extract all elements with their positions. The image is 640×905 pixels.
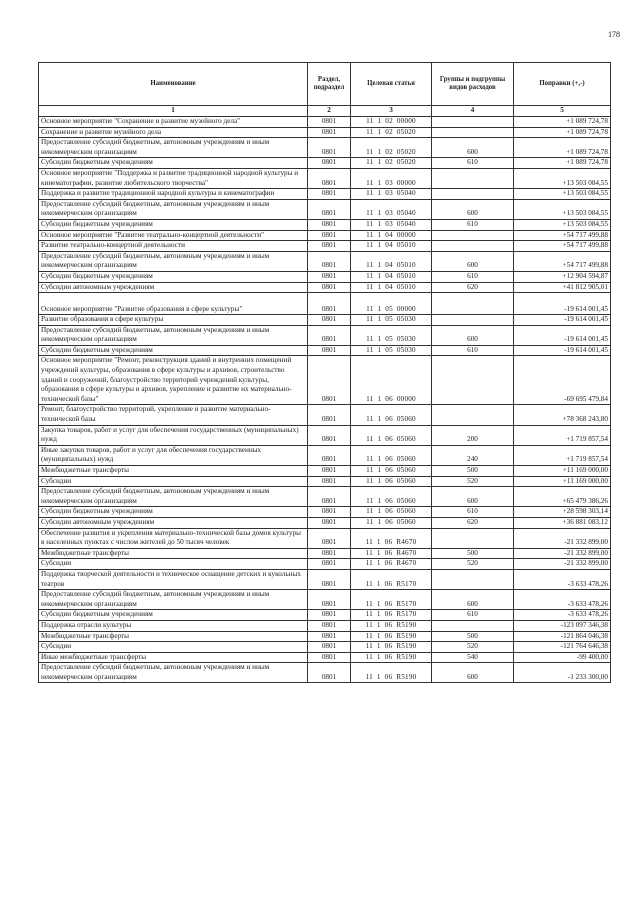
row-section: 0801 <box>308 548 351 559</box>
row-target: 11 1 06 R5170 <box>351 610 432 621</box>
row-name: Обеспечение развития и укрепления материально-технической базы домов культуры в населенных пунктах с числом жителей до 50 тысяч человек <box>39 528 308 548</box>
row-group: 240 <box>432 445 514 465</box>
row-amount: +1 719 857,54 <box>514 425 611 445</box>
table-row <box>39 251 611 271</box>
column-number: 2 <box>308 106 351 117</box>
row-name: Межбюджетные трансферты <box>39 466 308 477</box>
row-amount: -69 695 479,84 <box>514 356 611 405</box>
row-amount: +1 089 724,78 <box>514 158 611 169</box>
row-amount: -21 332 899,00 <box>514 548 611 559</box>
row-group <box>432 569 514 589</box>
row-group <box>432 315 514 326</box>
row-name: Субсидии <box>39 559 308 570</box>
row-name: Основное мероприятие "Развитие образования в сфере культуры" <box>39 293 308 315</box>
row-target: 11 1 04 05010 <box>351 282 432 293</box>
row-name: Развитие театрально-концертной деятельности <box>39 241 308 252</box>
row-target: 11 1 06 05060 <box>351 466 432 477</box>
row-group: 610 <box>432 219 514 230</box>
row-target: 11 1 05 05030 <box>351 315 432 326</box>
row-amount: +1 089 724,78 <box>514 138 611 158</box>
row-section: 0801 <box>308 138 351 158</box>
table-row <box>39 325 611 345</box>
row-target: 11 1 06 R5190 <box>351 642 432 653</box>
row-name: Предоставление субсидий бюджетным, автономным учреждениям и иным некоммерческим организациям <box>39 487 308 507</box>
row-target: 11 1 06 05060 <box>351 476 432 487</box>
row-name: Предоставление субсидий бюджетным, автономным учреждениям и иным некоммерческим организациям <box>39 138 308 158</box>
row-group: 500 <box>432 631 514 642</box>
row-target: 11 1 02 05020 <box>351 158 432 169</box>
row-amount: +11 169 000,00 <box>514 466 611 477</box>
table-row <box>39 631 611 642</box>
header-group: Группы и подгруппы видов расходов <box>432 63 514 106</box>
row-target: 11 1 06 R5190 <box>351 631 432 642</box>
row-amount: -123 097 346,38 <box>514 620 611 631</box>
row-target: 11 1 03 05040 <box>351 219 432 230</box>
row-target: 11 1 06 R4670 <box>351 559 432 570</box>
row-group: 500 <box>432 548 514 559</box>
row-group: 600 <box>432 590 514 610</box>
row-section: 0801 <box>308 315 351 326</box>
table-row <box>39 199 611 219</box>
row-section: 0801 <box>308 189 351 200</box>
row-target: 11 1 05 00000 <box>351 293 432 315</box>
row-target: 11 1 06 R4670 <box>351 548 432 559</box>
row-amount: +13 503 084,55 <box>514 219 611 230</box>
row-name: Сохранение и развитие музейного дела <box>39 127 308 138</box>
row-name: Основное мероприятие "Поддержка и развитие традиционной народной культуры и кинематографии, развитие любительского творчества" <box>39 168 308 188</box>
row-section: 0801 <box>308 487 351 507</box>
row-section: 0801 <box>308 507 351 518</box>
row-name: Закупка товаров, работ и услуг для обеспечения государственных (муниципальных) нужд <box>39 425 308 445</box>
row-group: 520 <box>432 642 514 653</box>
row-group: 610 <box>432 610 514 621</box>
row-section: 0801 <box>308 168 351 188</box>
row-name: Предоставление субсидий бюджетным, автономным учреждениям и иным некоммерческим организациям <box>39 663 308 683</box>
row-amount: +54 717 499,88 <box>514 251 611 271</box>
row-name: Субсидии бюджетным учреждениям <box>39 158 308 169</box>
table-row <box>39 425 611 445</box>
row-section: 0801 <box>308 282 351 293</box>
table-row <box>39 138 611 158</box>
table-row <box>39 548 611 559</box>
row-target: 11 1 04 05010 <box>351 271 432 282</box>
table-row <box>39 642 611 653</box>
row-group: 610 <box>432 158 514 169</box>
row-group: 610 <box>432 345 514 356</box>
row-group: 620 <box>432 517 514 528</box>
row-section: 0801 <box>308 517 351 528</box>
row-section: 0801 <box>308 117 351 128</box>
table-row <box>39 517 611 528</box>
page-number: 178 <box>608 30 620 39</box>
row-target: 11 1 06 R5190 <box>351 663 432 683</box>
row-group: 500 <box>432 466 514 477</box>
row-group <box>432 405 514 425</box>
table-row <box>39 610 611 621</box>
row-group: 600 <box>432 199 514 219</box>
table-row <box>39 445 611 465</box>
row-name: Поддержка отрасли культуры <box>39 620 308 631</box>
row-amount: +1 089 724,78 <box>514 127 611 138</box>
row-name: Субсидии бюджетным учреждениям <box>39 507 308 518</box>
row-group <box>432 127 514 138</box>
column-number: 3 <box>351 106 432 117</box>
row-group: 200 <box>432 425 514 445</box>
row-group <box>432 168 514 188</box>
table-row <box>39 652 611 663</box>
row-name: Предоставление субсидий бюджетным, автономным учреждениям и иным некоммерческим организациям <box>39 590 308 610</box>
row-target: 11 1 03 05040 <box>351 199 432 219</box>
table-row <box>39 356 611 405</box>
row-group <box>432 356 514 405</box>
table-row <box>39 345 611 356</box>
row-name: Межбюджетные трансферты <box>39 631 308 642</box>
row-amount: -3 633 478,26 <box>514 590 611 610</box>
table-row <box>39 528 611 548</box>
table-row <box>39 282 611 293</box>
row-name: Субсидии автономным учреждениям <box>39 282 308 293</box>
row-amount: +78 368 243,80 <box>514 405 611 425</box>
row-section: 0801 <box>308 663 351 683</box>
budget-table <box>38 62 611 683</box>
row-group: 600 <box>432 251 514 271</box>
row-amount: -121 764 646,38 <box>514 642 611 653</box>
row-target: 11 1 02 00000 <box>351 117 432 128</box>
row-name: Иные закупки товаров, работ и услуг для обеспечения государственных (муниципальных) нужд <box>39 445 308 465</box>
row-name: Субсидии бюджетным учреждениям <box>39 219 308 230</box>
table-row <box>39 117 611 128</box>
table-row <box>39 127 611 138</box>
row-section: 0801 <box>308 271 351 282</box>
row-amount: +11 169 000,00 <box>514 476 611 487</box>
row-group <box>432 117 514 128</box>
row-section: 0801 <box>308 127 351 138</box>
row-group <box>432 189 514 200</box>
row-target: 11 1 06 05060 <box>351 487 432 507</box>
table-row <box>39 219 611 230</box>
row-group: 600 <box>432 138 514 158</box>
table-row <box>39 293 611 315</box>
row-group: 520 <box>432 559 514 570</box>
row-section: 0801 <box>308 325 351 345</box>
row-target: 11 1 06 R5170 <box>351 590 432 610</box>
row-group: 600 <box>432 487 514 507</box>
row-section: 0801 <box>308 241 351 252</box>
row-target: 11 1 03 05040 <box>351 189 432 200</box>
table-row <box>39 189 611 200</box>
column-number: 1 <box>39 106 308 117</box>
row-amount: -19 614 001,45 <box>514 345 611 356</box>
row-group: 520 <box>432 476 514 487</box>
row-name: Субсидии бюджетным учреждениям <box>39 271 308 282</box>
row-target: 11 1 06 05060 <box>351 445 432 465</box>
row-name: Субсидии бюджетным учреждениям <box>39 345 308 356</box>
row-section: 0801 <box>308 620 351 631</box>
row-amount: -121 864 046,38 <box>514 631 611 642</box>
row-section: 0801 <box>308 652 351 663</box>
table-row <box>39 476 611 487</box>
row-name: Основное мероприятие "Развитие театрально-концертной деятельности" <box>39 230 308 241</box>
row-group: 540 <box>432 652 514 663</box>
row-group: 620 <box>432 282 514 293</box>
row-section: 0801 <box>308 293 351 315</box>
row-amount: -21 332 899,00 <box>514 528 611 548</box>
row-section: 0801 <box>308 219 351 230</box>
row-section: 0801 <box>308 569 351 589</box>
column-number: 4 <box>432 106 514 117</box>
row-amount: +54 717 499,88 <box>514 230 611 241</box>
row-group: 600 <box>432 663 514 683</box>
row-target: 11 1 06 05060 <box>351 507 432 518</box>
row-amount: -99 400,00 <box>514 652 611 663</box>
row-name: Поддержка и развитие традиционной народной культуры и кинематографии <box>39 189 308 200</box>
row-name: Предоставление субсидий бюджетным, автономным учреждениям и иным некоммерческим организациям <box>39 251 308 271</box>
row-section: 0801 <box>308 642 351 653</box>
row-name: Межбюджетные трансферты <box>39 548 308 559</box>
row-name: Предоставление субсидий бюджетным, автономным учреждениям и иным некоммерческим организациям <box>39 199 308 219</box>
row-section: 0801 <box>308 405 351 425</box>
row-amount: -3 633 478,26 <box>514 569 611 589</box>
row-target: 11 1 05 05030 <box>351 325 432 345</box>
row-amount: -3 633 478,26 <box>514 610 611 621</box>
row-target: 11 1 04 00000 <box>351 230 432 241</box>
row-section: 0801 <box>308 610 351 621</box>
row-section: 0801 <box>308 425 351 445</box>
row-target: 11 1 06 05060 <box>351 517 432 528</box>
row-target: 11 1 02 05020 <box>351 138 432 158</box>
row-amount: -19 614 001,45 <box>514 325 611 345</box>
table-row <box>39 487 611 507</box>
row-name: Субсидии автономным учреждениям <box>39 517 308 528</box>
row-target: 11 1 04 05010 <box>351 251 432 271</box>
header-name: Наименование <box>39 63 308 106</box>
header-target: Целевая статья <box>351 63 432 106</box>
row-group <box>432 241 514 252</box>
row-amount: -21 332 899,00 <box>514 559 611 570</box>
table-row <box>39 663 611 683</box>
row-amount: +54 717 499,88 <box>514 241 611 252</box>
row-target: 11 1 06 R5170 <box>351 569 432 589</box>
row-section: 0801 <box>308 445 351 465</box>
row-amount: -19 614 001,45 <box>514 293 611 315</box>
row-section: 0801 <box>308 476 351 487</box>
row-target: 11 1 03 00000 <box>351 168 432 188</box>
row-group: 610 <box>432 507 514 518</box>
header-section: Раздел, подраздел <box>308 63 351 106</box>
row-name: Субсидии <box>39 642 308 653</box>
row-section: 0801 <box>308 251 351 271</box>
row-section: 0801 <box>308 590 351 610</box>
row-name: Основное мероприятие "Ремонт, реконструкция зданий и внутренних помещений учреждений культуры, образования в сфере культуры и архивов, строительство зданий и сооружений, благоустройство территорий учреждений культуры, образования в сфере культуры и архивов, укрепление и развитие их материально-технической базы" <box>39 356 308 405</box>
row-target: 11 1 06 R5190 <box>351 652 432 663</box>
row-amount: +28 598 303,14 <box>514 507 611 518</box>
row-name: Поддержка творческой деятельности и техническое оснащение детских и кукольных театров <box>39 569 308 589</box>
row-amount: +1 089 724,78 <box>514 117 611 128</box>
row-section: 0801 <box>308 230 351 241</box>
row-name: Развитие образования в сфере культуры <box>39 315 308 326</box>
row-section: 0801 <box>308 528 351 548</box>
row-amount: -19 614 001,45 <box>514 315 611 326</box>
row-name: Предоставление субсидий бюджетным, автономным учреждениям и иным некоммерческим организациям <box>39 325 308 345</box>
row-name: Иные межбюджетные трансферты <box>39 652 308 663</box>
row-amount: +13 503 084,55 <box>514 199 611 219</box>
row-section: 0801 <box>308 559 351 570</box>
row-target: 11 1 06 R4670 <box>351 528 432 548</box>
row-target: 11 1 06 00000 <box>351 356 432 405</box>
row-amount: +13 503 084,55 <box>514 168 611 188</box>
row-amount: +1 719 857,54 <box>514 445 611 465</box>
row-target: 11 1 06 R5190 <box>351 620 432 631</box>
table-row <box>39 569 611 589</box>
table-row <box>39 590 611 610</box>
row-group <box>432 528 514 548</box>
row-target: 11 1 02 05020 <box>351 127 432 138</box>
table-row <box>39 315 611 326</box>
table-row <box>39 158 611 169</box>
table-row <box>39 168 611 188</box>
row-amount: +36 881 083,12 <box>514 517 611 528</box>
row-amount: +12 904 594,87 <box>514 271 611 282</box>
row-section: 0801 <box>308 466 351 477</box>
row-target: 11 1 05 05030 <box>351 345 432 356</box>
table-row <box>39 507 611 518</box>
row-section: 0801 <box>308 345 351 356</box>
row-amount: +13 503 084,55 <box>514 189 611 200</box>
table-row <box>39 271 611 282</box>
row-name: Субсидии бюджетным учреждениям <box>39 610 308 621</box>
table-row <box>39 241 611 252</box>
row-target: 11 1 06 05060 <box>351 405 432 425</box>
table-row <box>39 620 611 631</box>
table-row <box>39 405 611 425</box>
row-name: Основное мероприятие "Сохранение и развитие музейного дела" <box>39 117 308 128</box>
table-row <box>39 559 611 570</box>
row-name: Ремонт, благоустройство территорий, укрепление и развитие материально-технической базы <box>39 405 308 425</box>
row-section: 0801 <box>308 356 351 405</box>
row-section: 0801 <box>308 158 351 169</box>
row-section: 0801 <box>308 631 351 642</box>
column-number: 5 <box>514 106 611 117</box>
row-section: 0801 <box>308 199 351 219</box>
row-target: 11 1 06 05060 <box>351 425 432 445</box>
row-target: 11 1 04 05010 <box>351 241 432 252</box>
row-group <box>432 620 514 631</box>
row-group <box>432 293 514 315</box>
table-row <box>39 466 611 477</box>
row-name: Субсидии <box>39 476 308 487</box>
row-group <box>432 230 514 241</box>
row-group: 610 <box>432 271 514 282</box>
header-amount: Поправки (+,-) <box>514 63 611 106</box>
row-amount: +41 812 905,01 <box>514 282 611 293</box>
table-row <box>39 230 611 241</box>
row-amount: +65 479 386,26 <box>514 487 611 507</box>
row-amount: -1 233 300,00 <box>514 663 611 683</box>
row-group: 600 <box>432 325 514 345</box>
